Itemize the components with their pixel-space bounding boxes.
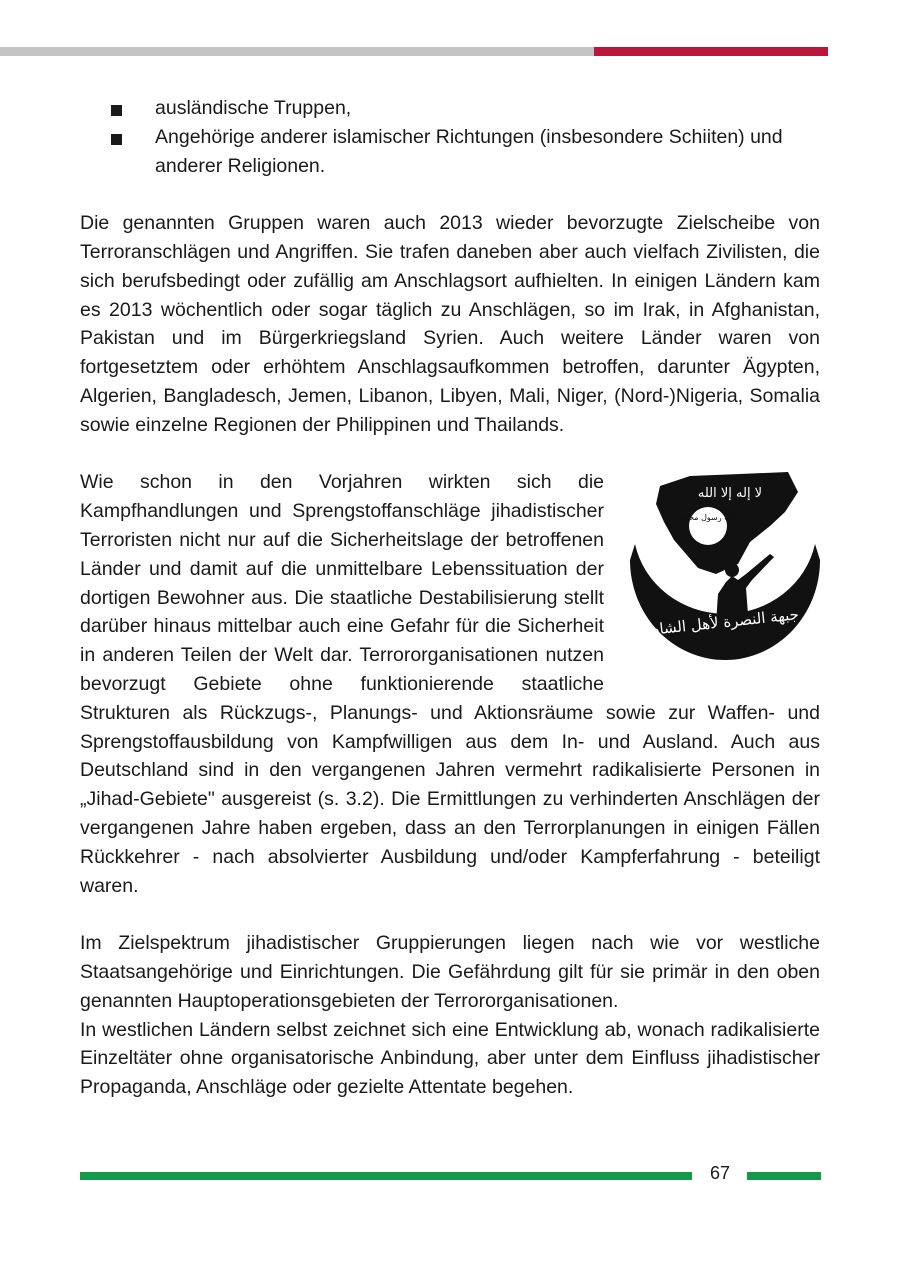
emblem-banner-text: لا إله إلا الله [697, 486, 763, 502]
bullet-square-icon [111, 134, 122, 145]
emblem-seal-text: الله رسول محمد [680, 513, 736, 523]
paragraph-targets: Die genannten Gruppen waren auch 2013 wieder bevorzugte Zielscheibe von Terroranschlägen und Angriffen. Sie trafen daneben aber auch vielfach Zivilisten, die sich berufsbedingt oder zufällig am Anschlagsort aufhielten. In einigen Ländern kam es 2013 wöchentlich oder sogar täglich zu Anschlägen, so im Irak, in Afghanistan, Pakistan und im Bürgerkriegsland Syrien. Auch weitere Länder waren von fortgesetztem oder erhöhtem Anschlagsaufkommen betroffen, darunter Ägypten, Algerien, Bangladesch, Jemen, Libanon, Libyen, Mali, Niger, (Nord-)Nigeria, Somalia sowie einzelne Regionen der Philippinen und Thailands. [80, 212, 820, 436]
bullet-item [80, 94, 820, 123]
header-rule-gray [0, 47, 594, 56]
bullet-item [80, 123, 820, 181]
bullet-text: Angehörige anderer islamischer Richtungen (insbesondere Schiiten) und anderer Religionen. [155, 125, 783, 177]
paragraph-target-spectrum: Im Zielspektrum jihadistischer Gruppierungen liegen nach wie vor westliche Staatsangehörige und Einrichtungen. Die Gefährdung gilt für sie primär in den oben genannten Hauptoperationsgebieten der Terrororganisationen. [80, 932, 820, 1012]
page-content [80, 94, 820, 1102]
bullet-square-icon [111, 105, 122, 116]
bullet-list [80, 94, 820, 180]
paragraph-lone-actors: In westlichen Ländern selbst zeichnet sich eine Entwicklung ab, wonach radikalisierte Einzeltäter ohne organisatorische Anbindung, aber unter dem Einfluss jihadistischer Propaganda, Anschläge oder gezielte Attentate begehen. [80, 1018, 820, 1099]
emblem-arc-text: جبهة النصرة لأهل الشام [649, 605, 800, 640]
footer-rule-right [747, 1172, 821, 1180]
page-number: 67 [709, 1163, 731, 1183]
paragraph-destabilization: Wie schon in den Vorjahren wirkten sich die Kampfhandlungen und Sprengstoffanschläge jihadistischer Terroristen nicht nur auf die Sicherheitslage der betroffenen Länder und damit auf die unmittelbare Lebenssituation der dortigen Bewohner aus. Die staatliche Destabilisierung stellt darüber hinaus mittelbar auch eine Gefahr für die Sicherheit in anderen Teilen der Welt dar. Terrororganisationen nutzen bevorzugt Gebiete ohne funktionierende staatliche Strukturen als Rückzugs-, Planungs- und Aktionsräume sowie zur Waffen- und Sprengstoffausbildung von Kampfwilligen aus dem In- und Ausland. Auch aus Deutschland sind in den vergangenen Jahren vermehrt radikalisierte Personen in „Jihad-Gebiete" ausgereist (s. 3.2). Die Ermittlungen zu verhinderten Anschlägen der vergangenen Jahre haben ergeben, dass an den Terrorplanungen in einigen Fällen Rückkehrer - nach absolvierter Ausbildung und/oder Kampferfahrung - beteiligt waren. [80, 471, 820, 897]
jihadist-emblem-image [620, 464, 830, 678]
header-rule-red [594, 47, 828, 56]
bullet-text: ausländische Truppen, [155, 97, 352, 119]
footer-rule-left [80, 1172, 692, 1180]
